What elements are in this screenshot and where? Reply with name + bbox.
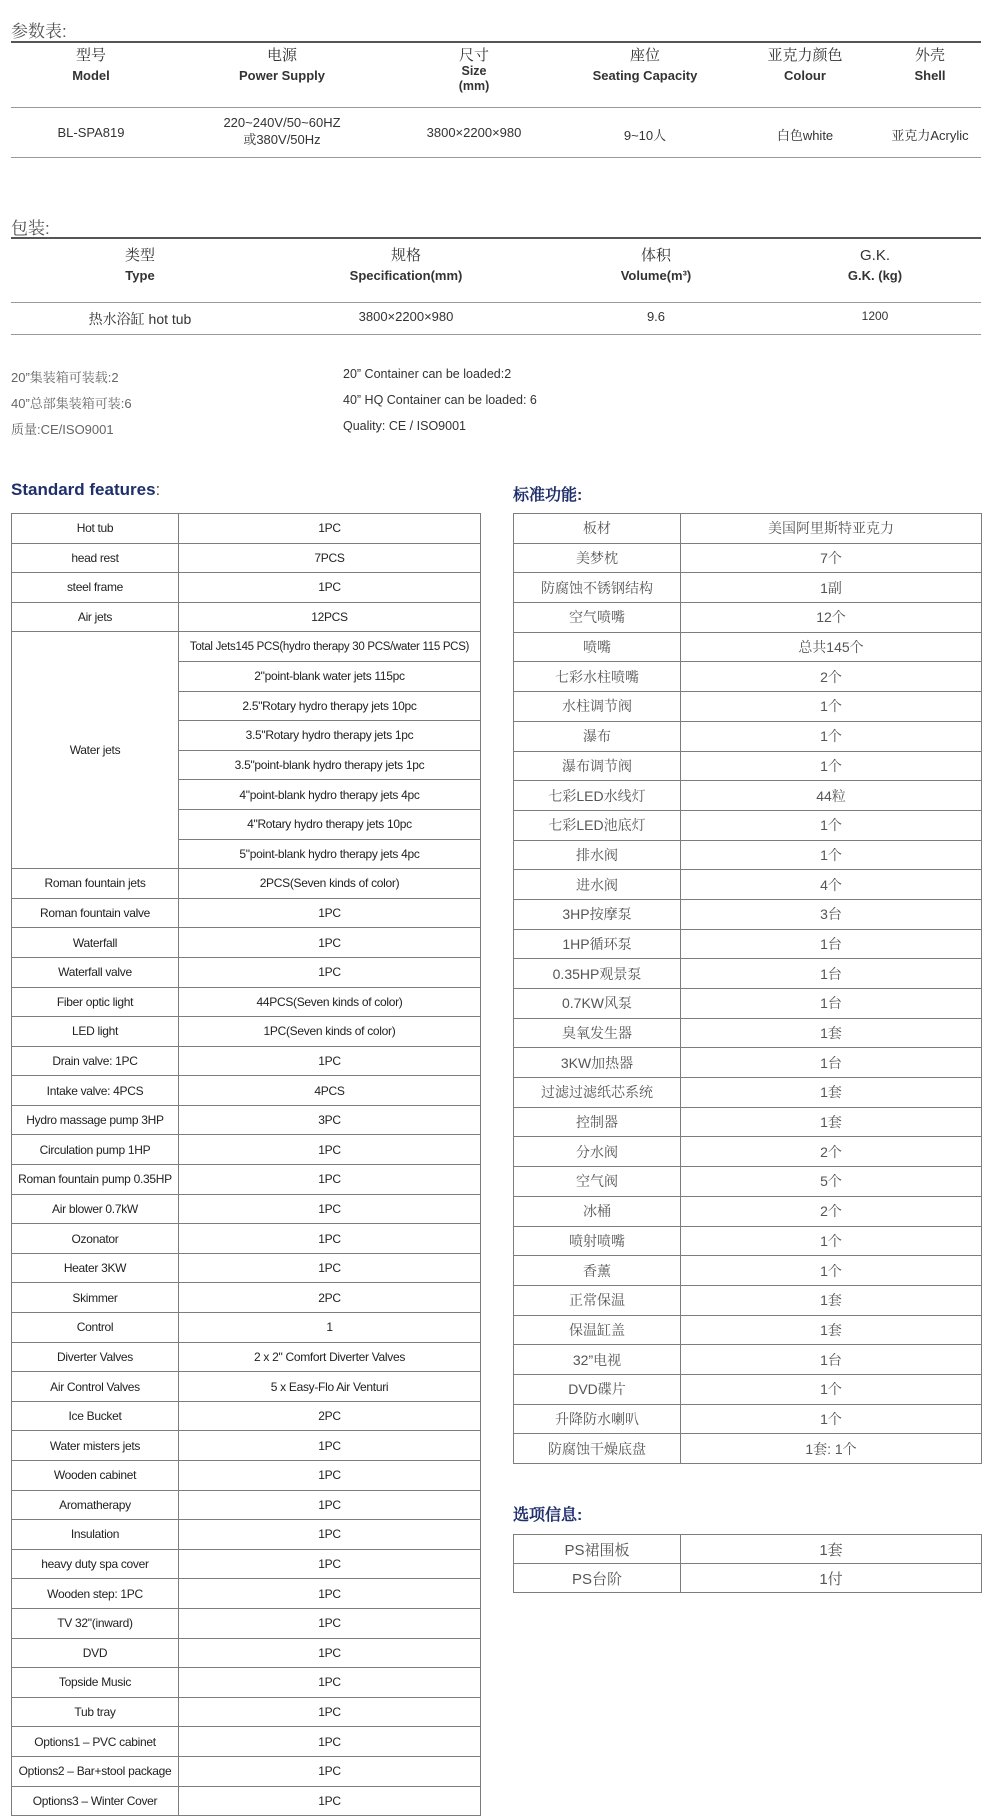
feature-name: DVD [12,1638,179,1668]
feature-value: 4"Rotary hydro therapy jets 10pc [179,809,481,839]
feature-name: Tub tray [12,1697,179,1727]
feature-value: 1PC [179,1786,481,1816]
feature-zh-value: 4个 [681,870,982,900]
feature-value: 1PC [179,1135,481,1165]
feature-zh-value: 1台 [681,1345,982,1375]
table-row [12,514,481,544]
feature-value: 2.5"Rotary hydro therapy jets 10pc [179,691,481,721]
standard-features-table [11,513,481,1816]
table-row [514,1137,982,1167]
feature-zh-name: 喷射喷嘴 [514,1226,681,1256]
feature-name: Hydro massage pump 3HP [12,1105,179,1135]
feature-name: Wooden cabinet [12,1461,179,1491]
feature-value: 1PC [179,1579,481,1609]
standard-features-zh-title: 标准功能: [513,487,583,504]
table-row [12,1283,481,1313]
feature-zh-name: 控制器 [514,1107,681,1137]
feature-name: Circulation pump 1HP [12,1135,179,1165]
feature-name: Heater 3KW [12,1253,179,1283]
table-row [12,1638,481,1668]
feature-zh-name: 分水阀 [514,1137,681,1167]
feature-value: 12PCS [179,602,481,632]
feature-value: 1PC [179,1461,481,1491]
table-row [514,1167,982,1197]
feature-name: Intake valve: 4PCS [12,1076,179,1106]
feature-zh-value: 1套 [681,1078,982,1108]
table-row [12,1401,481,1431]
feature-value: 1PC [179,928,481,958]
feature-value: 1PC [179,514,481,544]
feature-value: 1PC [179,1253,481,1283]
params-bottom-rule [11,157,981,158]
table-row [12,869,481,899]
table-row [12,1105,481,1135]
feature-zh-name: 0.7KW风泵 [514,989,681,1019]
feature-name: steel frame [12,573,179,603]
table-row [12,987,481,1017]
feature-zh-name: DVD碟片 [514,1374,681,1404]
feature-value: 1PC [179,898,481,928]
table-row [12,1342,481,1372]
feature-value: 2PC [179,1401,481,1431]
feature-zh-value: 2个 [681,1196,982,1226]
feature-name: Ice Bucket [12,1401,179,1431]
params-colour-value: 白色white [776,128,834,143]
table-row [12,1372,481,1402]
feature-value: 1PC [179,1431,481,1461]
option-name: PS裙围板 [514,1535,681,1564]
feature-zh-name: 32”电视 [514,1345,681,1375]
table-row [514,1196,982,1226]
note-zh-20ft: 20”集装箱可装载:2 [11,370,119,385]
feature-value: 1PC [179,1165,481,1195]
params-shell-value: 亚克力Acrylic [891,128,969,143]
feature-zh-value: 1台 [681,929,982,959]
feature-value: 44PCS(Seven kinds of color) [179,987,481,1017]
table-row [514,662,982,692]
feature-name: Fiber optic light [12,987,179,1017]
table-row [514,1226,982,1256]
feature-name: Drain valve: 1PC [12,1046,179,1076]
feature-zh-value: 3台 [681,899,982,929]
params-section-title: 参数表: [11,22,67,41]
feature-zh-name: 臭氧发生器 [514,1018,681,1048]
feature-name: Air jets [12,602,179,632]
packing-top-rule [11,237,981,239]
feature-name: Roman fountain pump 0.35HP [12,1165,179,1195]
feature-name: Insulation [12,1520,179,1550]
feature-name: Ozonator [12,1224,179,1254]
feature-value: 5 x Easy-Flo Air Venturi [179,1372,481,1402]
feature-value: 2PCS(Seven kinds of color) [179,869,481,899]
feature-zh-value: 7个 [681,543,982,573]
feature-zh-name: 美梦枕 [514,543,681,573]
feature-name-water-jets: Water jets [12,632,179,869]
feature-value: 1PC [179,1756,481,1786]
feature-zh-name: 空气阀 [514,1167,681,1197]
feature-zh-value: 2个 [681,1137,982,1167]
table-row [12,543,481,573]
feature-value: 2 x 2" Comfort Diverter Valves [179,1342,481,1372]
feature-zh-value: 1个 [681,1256,982,1286]
feature-name: Diverter Valves [12,1342,179,1372]
table-row [12,632,481,662]
feature-zh-name: 喷嘴 [514,632,681,662]
feature-name: Skimmer [12,1283,179,1313]
feature-value: 1PC [179,1697,481,1727]
feature-zh-name: 防腐蚀不锈钢结构 [514,573,681,603]
feature-name: Options1 – PVC cabinet [12,1727,179,1757]
feature-zh-name: 升降防水喇叭 [514,1404,681,1434]
table-row [12,1727,481,1757]
feature-name: Options3 – Winter Cover [12,1786,179,1816]
params-seating-value: 9~10人 [623,128,667,143]
feature-name: Air Control Valves [12,1372,179,1402]
feature-zh-name: 过滤过滤纸芯系统 [514,1078,681,1108]
packing-mid-rule [11,302,981,303]
feature-value: 2PC [179,1283,481,1313]
feature-zh-name: 冰桶 [514,1196,681,1226]
table-row [12,1697,481,1727]
feature-value: 1 [179,1313,481,1343]
table-row [514,1285,982,1315]
feature-zh-value: 44粒 [681,781,982,811]
feature-zh-name: 3KW加热器 [514,1048,681,1078]
table-row [514,751,982,781]
table-row [514,1256,982,1286]
feature-zh-value: 1个 [681,721,982,751]
table-row [514,959,982,989]
feature-value: 3.5"Rotary hydro therapy jets 1pc [179,721,481,751]
table-row [514,603,982,633]
feature-zh-name: 防腐蚀干燥底盘 [514,1434,681,1464]
standard-features-zh-table [513,513,982,1464]
feature-name: Options2 – Bar+stool package [12,1756,179,1786]
feature-value: 1PC [179,1520,481,1550]
feature-zh-value: 1个 [681,692,982,722]
table-row [12,957,481,987]
table-row [514,1535,982,1564]
params-header-colour: 亚克力颜色 Colour [767,47,843,83]
table-row [12,602,481,632]
option-name: PS台阶 [514,1564,681,1593]
packing-type-value: 热水浴缸 hot tub [88,311,192,327]
table-row [514,899,982,929]
feature-zh-name: 正常保温 [514,1285,681,1315]
note-en-20ft: 20” Container can be loaded:2 [343,367,512,381]
feature-zh-value: 1套 [681,1107,982,1137]
table-row [12,1165,481,1195]
table-row [514,781,982,811]
table-row [12,1461,481,1491]
table-row [12,1076,481,1106]
feature-value: 1PC [179,1490,481,1520]
packing-bottom-rule [11,334,981,335]
feature-zh-name: 3HP按摩泵 [514,899,681,929]
table-row [12,1194,481,1224]
feature-name: TV 32"(inward) [12,1608,179,1638]
feature-name: Roman fountain valve [12,898,179,928]
feature-name: Water misters jets [12,1431,179,1461]
table-row [514,989,982,1019]
feature-zh-value: 1台 [681,989,982,1019]
table-row [12,1017,481,1047]
feature-name: Air blower 0.7kW [12,1194,179,1224]
standard-features-title: Standard features: [11,480,161,499]
feature-value: 1PC [179,1668,481,1698]
table-row [12,1579,481,1609]
feature-zh-name: 七彩水柱喷嘴 [514,662,681,692]
feature-value: 1PC [179,957,481,987]
packing-header-type: 类型 Type [124,247,155,283]
option-value: 1套 [681,1535,982,1564]
table-row [514,721,982,751]
feature-zh-name: 保温缸盖 [514,1315,681,1345]
feature-name: Waterfall valve [12,957,179,987]
params-header-model: 型号 Model [72,47,110,83]
table-row [514,1345,982,1375]
params-header-seating: 座位 Seating Capacity [592,47,698,83]
feature-zh-value: 1个 [681,1374,982,1404]
feature-name: head rest [12,543,179,573]
note-zh-40ft: 40”总部集装箱可装:6 [11,396,132,411]
packing-volume-value: 9.6 [646,309,666,324]
params-size-value: 3800×2200×980 [426,125,522,140]
feature-zh-name: 板材 [514,514,681,544]
feature-value: Total Jets145 PCS(hydro therapy 30 PCS/water 115 PCS) [179,632,481,662]
feature-name: Wooden step: 1PC [12,1579,179,1609]
feature-zh-value: 1个 [681,1404,982,1434]
feature-value: 1PC [179,1549,481,1579]
feature-value: 7PCS [179,543,481,573]
table-row [514,692,982,722]
table-row [514,810,982,840]
table-row [514,514,982,544]
table-row [12,1135,481,1165]
packing-spec-value: 3800×2200×980 [358,309,454,324]
feature-zh-name: 七彩LED水线灯 [514,781,681,811]
params-mid-rule [11,107,981,108]
table-row [12,1224,481,1254]
table-row [514,1404,982,1434]
feature-value: 1PC [179,1608,481,1638]
feature-zh-value: 总共145个 [681,632,982,662]
feature-name: LED light [12,1017,179,1047]
feature-zh-value: 1个 [681,751,982,781]
feature-value: 4PCS [179,1076,481,1106]
feature-zh-name: 瀑布调节阀 [514,751,681,781]
feature-value: 3PC [179,1105,481,1135]
packing-header-gk: G.K. G.K. (kg) [847,247,903,283]
packing-gk-value: 1200 [861,309,889,323]
table-row [12,1431,481,1461]
feature-zh-value: 1副 [681,573,982,603]
feature-zh-value: 1个 [681,810,982,840]
feature-name: heavy duty spa cover [12,1549,179,1579]
packing-header-volume: 体积 Volume(m³) [620,247,692,283]
feature-zh-value: 2个 [681,662,982,692]
table-row [12,1313,481,1343]
feature-zh-value: 1套 [681,1018,982,1048]
feature-zh-name: 七彩LED池底灯 [514,810,681,840]
table-row [12,1549,481,1579]
params-top-rule [11,41,981,43]
feature-name: Roman fountain jets [12,869,179,899]
feature-zh-value: 5个 [681,1167,982,1197]
feature-value: 3.5"point-blank hydro therapy jets 1pc [179,750,481,780]
feature-zh-name: 香薰 [514,1256,681,1286]
feature-zh-value: 1台 [681,959,982,989]
table-row [12,898,481,928]
table-row [514,1078,982,1108]
feature-zh-name: 进水阀 [514,870,681,900]
note-zh-quality: 质量:CE/ISO9001 [11,422,114,437]
table-row [12,1253,481,1283]
feature-zh-name: 瀑布 [514,721,681,751]
feature-value: 2"point-blank water jets 115pc [179,661,481,691]
feature-zh-name: 0.35HP观景泵 [514,959,681,989]
feature-name: Aromatherapy [12,1490,179,1520]
table-row [514,1315,982,1345]
table-row [12,1786,481,1816]
table-row [514,632,982,662]
feature-name: Waterfall [12,928,179,958]
table-row [514,543,982,573]
table-row [514,1374,982,1404]
feature-value: 1PC [179,1046,481,1076]
feature-zh-name: 排水阀 [514,840,681,870]
option-value: 1付 [681,1564,982,1593]
table-row [514,1434,982,1464]
table-row [514,1048,982,1078]
params-header-size: 尺寸 Size (mm) [458,47,490,93]
feature-value: 1PC [179,1224,481,1254]
table-row [12,573,481,603]
feature-value: 5"point-blank hydro therapy jets 4pc [179,839,481,869]
feature-value: 1PC(Seven kinds of color) [179,1017,481,1047]
feature-name: Hot tub [12,514,179,544]
feature-name: Topside Music [12,1668,179,1698]
feature-zh-value: 1台 [681,1048,982,1078]
table-row [12,928,481,958]
feature-value: 1PC [179,1194,481,1224]
feature-value: 1PC [179,573,481,603]
params-model-value: BL-SPA819 [57,125,125,140]
feature-name: Control [12,1313,179,1343]
feature-zh-value: 1个 [681,840,982,870]
table-row [514,573,982,603]
table-row [12,1490,481,1520]
options-zh-table [513,1534,982,1593]
table-row [12,1520,481,1550]
params-power-value: 220~240V/50~60HZ 或380V/50Hz [223,115,341,147]
feature-value: 1PC [179,1638,481,1668]
packing-header-spec: 规格 Specification(mm) [349,247,463,283]
feature-zh-name: 水柱调节阀 [514,692,681,722]
options-zh-title: 选项信息: [513,1507,583,1524]
packing-section-title: 包装: [11,219,50,238]
table-row [514,1107,982,1137]
feature-zh-name: 空气喷嘴 [514,603,681,633]
feature-zh-value: 1套 [681,1315,982,1345]
feature-value: 4"point-blank hydro therapy jets 4pc [179,780,481,810]
table-row [12,1668,481,1698]
feature-zh-value: 12个 [681,603,982,633]
feature-zh-value: 1套 [681,1285,982,1315]
feature-zh-value: 美国阿里斯特亚克力 [681,514,982,544]
table-row [514,929,982,959]
feature-zh-name: 1HP循环泵 [514,929,681,959]
table-row [12,1608,481,1638]
table-row [12,1046,481,1076]
table-row [514,1564,982,1593]
table-row [514,1018,982,1048]
table-row [514,870,982,900]
note-en-40ft: 40” HQ Container can be loaded: 6 [343,393,537,407]
table-row [12,1756,481,1786]
params-header-power: 电源 Power Supply [239,47,325,83]
table-row [514,840,982,870]
note-en-quality: Quality: CE / ISO9001 [343,419,466,433]
feature-zh-value: 1套: 1个 [681,1434,982,1464]
feature-value: 1PC [179,1727,481,1757]
feature-zh-value: 1个 [681,1226,982,1256]
params-header-shell: 外壳 Shell [914,47,946,83]
